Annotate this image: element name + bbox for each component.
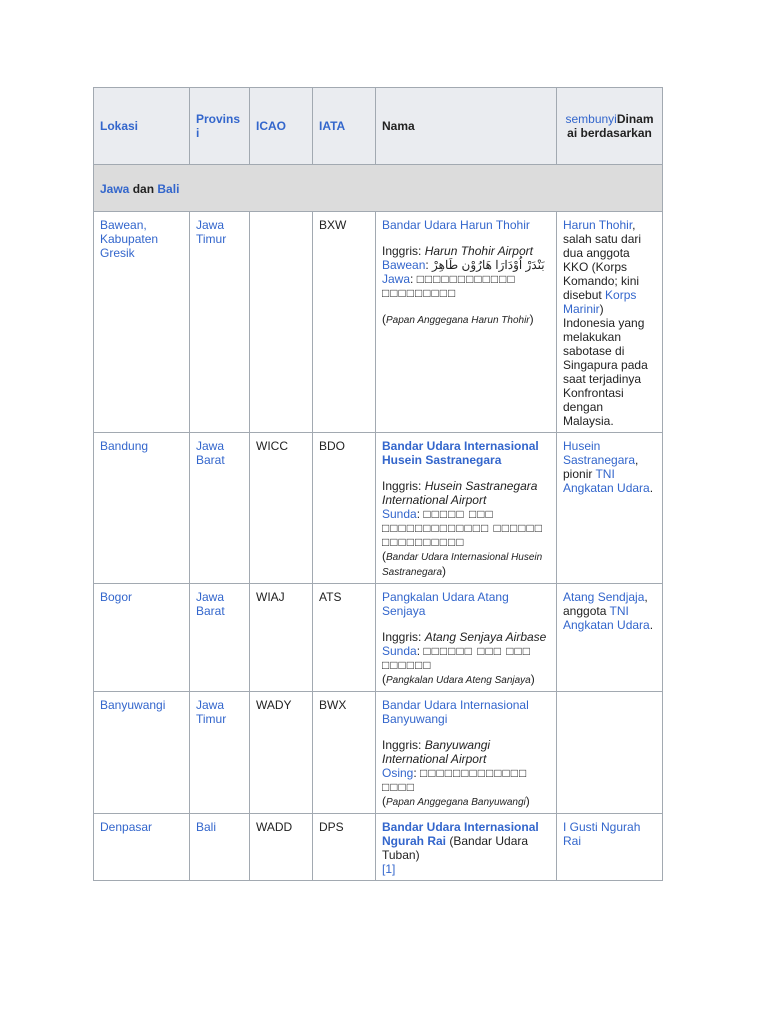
namesake-link[interactable]: Atang Sendjaja <box>563 590 645 604</box>
lang-label-en: Inggris <box>382 738 419 752</box>
nama-cell: Bandar Udara Internasional Husein Sastranegara Inggris: Husein Sastranegara International Airport Sunda: □□□□□ □□□ □□□□□□□□□□□□□ □□□□□□ □□□□□□□□□□ (Bandar Udara Internasional Husein Sastranegara) <box>376 433 557 584</box>
region-connector: dan <box>132 182 155 196</box>
namesake-text: . <box>649 481 654 495</box>
local-script: □□□□□□□□□□□□□ □□□□ <box>382 766 528 794</box>
namesake-link[interactable]: Husein Sastranegara <box>563 439 636 467</box>
namesake-cell <box>557 692 663 814</box>
english-name: Banyuwangi International Airport <box>382 738 491 766</box>
col-iata[interactable]: IATA <box>313 88 376 165</box>
lang-label-osing[interactable]: Osing <box>382 766 414 780</box>
reference-link[interactable]: [1] <box>382 862 396 876</box>
translation: Bandar Udara Internasional Husein Sastranegara <box>382 552 543 578</box>
table-row <box>94 692 663 814</box>
lokasi-link[interactable]: Banyuwangi <box>94 692 190 814</box>
namesake-text: . <box>649 618 654 632</box>
icao-cell <box>250 212 313 433</box>
airport-name-link[interactable]: Bandar Udara Internasional Banyuwangi <box>382 698 529 726</box>
iata-cell: BWX <box>313 692 376 814</box>
col-namesake-label: Dinamai berdasarkan <box>567 112 654 140</box>
provinsi-link[interactable]: Jawa Timur <box>190 692 250 814</box>
lang-label-en: Inggris <box>382 479 419 493</box>
airport-alt-name: (Bandar Udara Tuban) <box>382 834 529 862</box>
iata-cell: ATS <box>313 584 376 692</box>
provinsi-link[interactable]: Jawa Barat <box>190 433 250 584</box>
nama-cell: Bandar Udara Harun Thohir Inggris: Harun Thohir Airport Bawean: بَنْدَرْ اُوْدَارَا هَارُوْن طَاهِرْ Jawa: □□□□□□□□□□□□ □□□□□□□□□ (Papan Anggegana Harun Thohir) <box>376 212 557 433</box>
lokasi-link[interactable]: Bogor <box>94 584 190 692</box>
airport-name-link-2[interactable]: Rai <box>427 834 447 848</box>
lang-label-sunda[interactable]: Sunda <box>382 507 417 521</box>
airport-name-link[interactable]: Bandar Udara Internasional Husein Sastranegara <box>382 439 539 467</box>
col-provinsi[interactable]: Provinsi <box>190 88 250 165</box>
nama-cell: Bandar Udara Internasional Banyuwangi Inggris: Banyuwangi International Airport Osing: □□□□□□□□□□□□□ □□□□ (Papan Anggegana Banyuwangi) <box>376 692 557 814</box>
table-row <box>94 584 663 692</box>
col-icao[interactable]: ICAO <box>250 88 313 165</box>
namesake-cell <box>557 433 663 584</box>
namesake-text: , salah satu dari dua anggota <box>563 218 642 260</box>
provinsi-link[interactable]: Bali <box>190 814 250 881</box>
hide-toggle[interactable]: sembunyi <box>565 112 617 126</box>
translation: Papan Anggegana Banyuwangi <box>386 797 526 808</box>
col-lokasi[interactable]: Lokasi <box>94 88 190 165</box>
namesake-link[interactable]: Harun Thohir <box>563 218 633 232</box>
namesake-link-2[interactable]: TNI Angkatan Udara <box>563 467 650 495</box>
lang-label-bawean[interactable]: Bawean <box>382 258 426 272</box>
lokasi-link[interactable]: Bawean, Kabupaten Gresik <box>94 212 190 433</box>
local-script: □□□□□□□□□□□□ □□□□□□□□□ <box>382 272 516 300</box>
section-row <box>94 165 663 212</box>
local-script: □□□□□□ □□□ □□□ □□□□□□ <box>382 644 532 672</box>
lang-label-en: Inggris <box>382 630 419 644</box>
provinsi-link[interactable]: Jawa Barat <box>190 584 250 692</box>
translation: Papan Anggegana Harun Thohir <box>386 315 530 326</box>
provinsi-link[interactable]: Jawa Timur <box>190 212 250 433</box>
airport-name-link[interactable]: Bandar Udara Harun Thohir <box>382 218 530 232</box>
namesake-text: KKO (Korps Komando; kini disebut <box>563 260 640 302</box>
col-namesake <box>557 88 663 165</box>
nama-cell: Pangkalan Udara Atang Senjaya Inggris: Atang Senjaya Airbase Sunda: □□□□□□ □□□ □□□ □□□□□□ (Pangkalan Udara Ateng Sanjaya) <box>376 584 557 692</box>
iata-cell: BXW <box>313 212 376 433</box>
lang-label-en: Inggris <box>382 244 419 258</box>
airport-name-link[interactable]: Pangkalan Udara Atang Senjaya <box>382 590 509 618</box>
local-script: بَنْدَرْ اُوْدَارَا هَارُوْن طَاهِرْ <box>432 258 545 272</box>
english-name: Atang Senjaya Airbase <box>424 630 547 644</box>
icao-cell: WADD <box>250 814 313 881</box>
airport-table <box>93 87 663 881</box>
namesake-cell <box>557 814 663 881</box>
namesake-text: , pionir <box>563 453 639 481</box>
lokasi-link[interactable]: Bandung <box>94 433 190 584</box>
nama-cell <box>376 814 557 881</box>
table-row <box>94 433 663 584</box>
airport-name-link[interactable]: Bandar Udara Internasional Ngurah <box>382 820 539 848</box>
iata-cell: DPS <box>313 814 376 881</box>
lang-label-jawa[interactable]: Jawa <box>382 272 411 286</box>
iata-cell: BDO <box>313 433 376 584</box>
namesake-text: , anggota <box>563 590 648 618</box>
icao-cell: WIAJ <box>250 584 313 692</box>
namesake-link-2[interactable]: TNI Angkatan Udara <box>563 604 650 632</box>
lokasi-link[interactable]: Denpasar <box>94 814 190 881</box>
namesake-link[interactable]: I Gusti Ngurah Rai <box>563 820 641 848</box>
local-script: □□□□□ □□□ □□□□□□□□□□□□□ □□□□□□ □□□□□□□□□□ <box>382 507 544 549</box>
table-row <box>94 814 663 881</box>
header-row <box>94 88 663 165</box>
table-row <box>94 212 663 433</box>
region-link-bali[interactable]: Bali <box>157 182 180 196</box>
namesake-text: ) Indonesia yang melakukan sabotase di Singapura pada saat terjadinya Konfrontasi dengan Malaysia. <box>563 302 648 428</box>
icao-cell: WADY <box>250 692 313 814</box>
namesake-cell <box>557 584 663 692</box>
english-name: Husein Sastranegara International Airport <box>382 479 538 507</box>
icao-cell: WICC <box>250 433 313 584</box>
col-nama[interactable]: Nama <box>376 88 557 165</box>
namesake-link-2[interactable]: Korps Marinir <box>563 288 637 316</box>
translation: Pangkalan Udara Ateng Sanjaya <box>386 675 531 686</box>
region-link-jawa[interactable]: Jawa <box>100 182 130 196</box>
lang-label-sunda[interactable]: Sunda <box>382 644 417 658</box>
english-name: Harun Thohir Airport <box>424 244 533 258</box>
namesake-cell <box>557 212 663 433</box>
